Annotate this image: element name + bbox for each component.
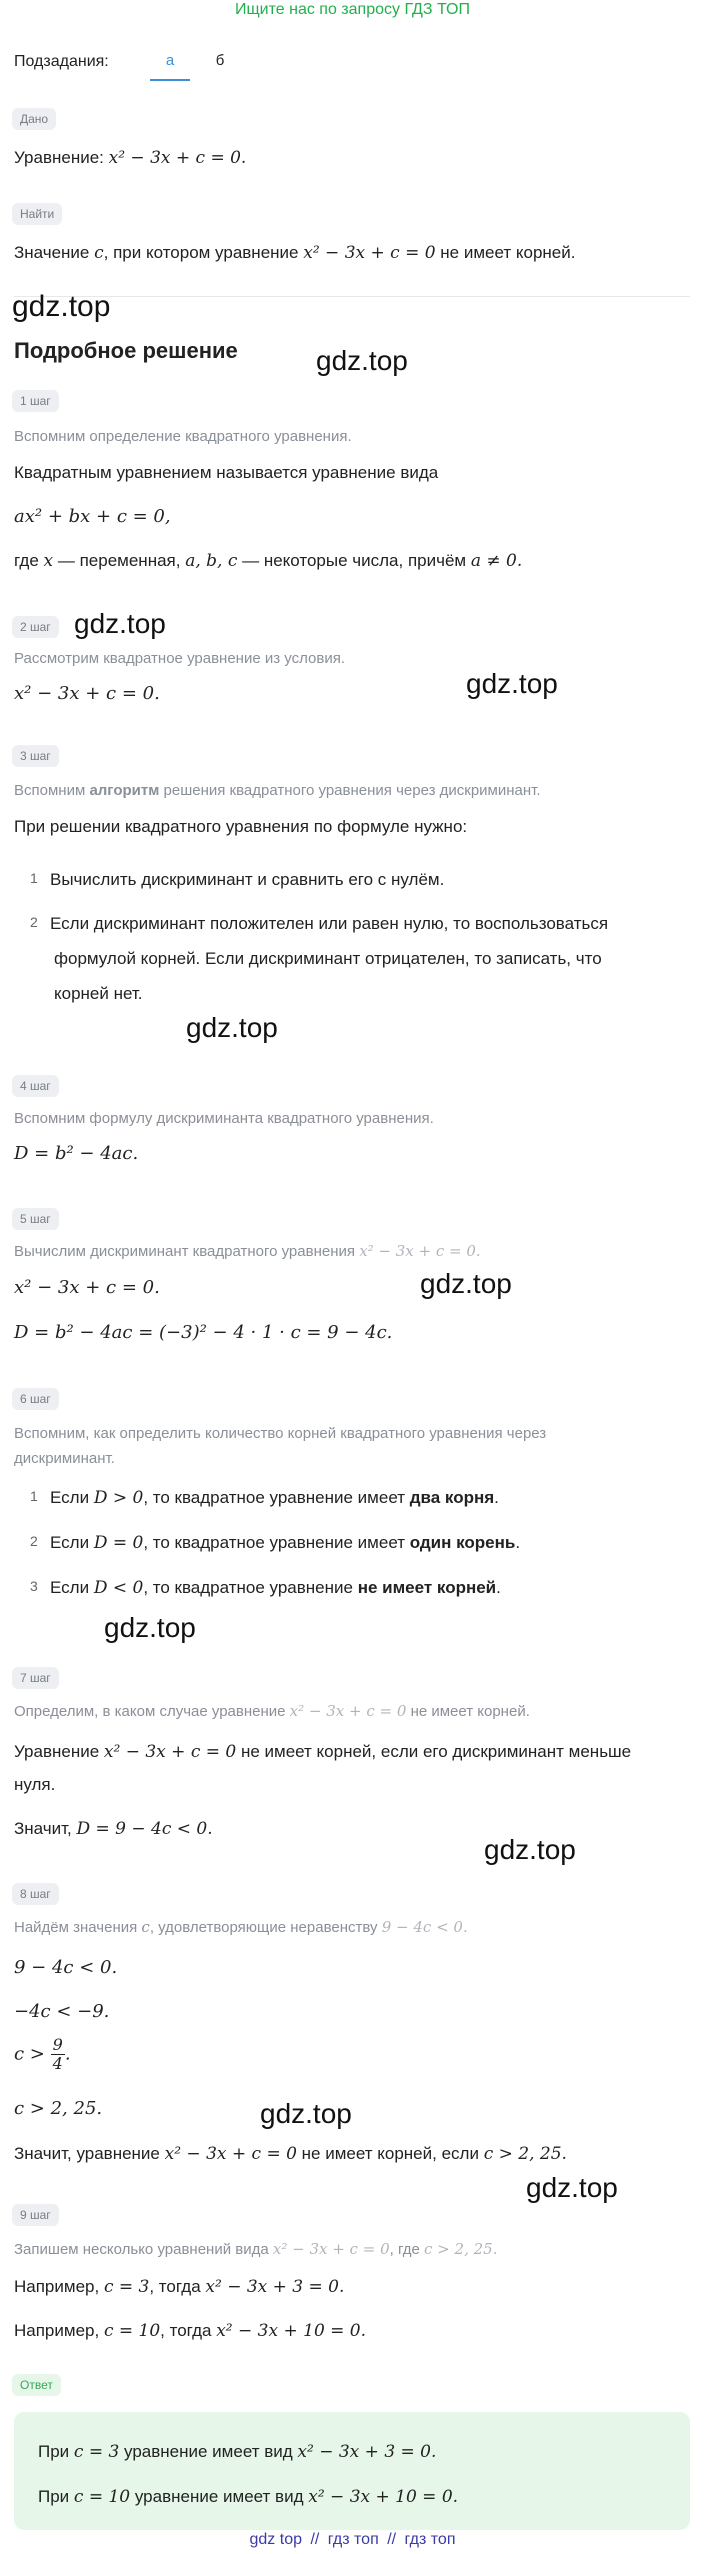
- step1-text: Квадратным уравнением называется уравнение вида: [14, 463, 439, 482]
- solution-heading: Подробное решение: [14, 338, 238, 363]
- list-cond: D = 0: [93, 1533, 144, 1553]
- step6-hint2: дискриминант.: [14, 1450, 115, 1467]
- step7-chip: 7 шаг: [12, 1667, 59, 1689]
- step1-where-start: где: [14, 551, 39, 570]
- list-end: .: [494, 1488, 499, 1507]
- step1-x: x: [43, 551, 54, 571]
- subtasks-bar: [14, 46, 704, 86]
- list-text-cont: формулой корней. Если дискриминант отрицателен, то записать, что: [54, 949, 602, 968]
- step1-where: [14, 551, 522, 571]
- given-text: Уравнение:: [14, 148, 104, 167]
- example-c: c = 3: [103, 2277, 150, 2297]
- step3-hint-bold: алгоритм: [89, 782, 160, 799]
- step3-chip: 3 шаг: [12, 745, 59, 767]
- step7-text1-line2: нуля.: [14, 1775, 56, 1794]
- step8-f4: c > 2, 25.: [14, 2098, 103, 2119]
- find-before: Значение: [14, 243, 90, 262]
- watermark: gdz.top: [74, 608, 166, 639]
- list-pre: Если: [50, 1533, 90, 1552]
- find-equation: x² − 3x + c = 0: [303, 243, 436, 263]
- step7-text2-start: Значит,: [14, 1819, 72, 1838]
- example-eq: x² − 3x + 10 = 0.: [216, 2321, 367, 2341]
- step5-hint-text: Вычислим дискриминант квадратного уравнения: [14, 1243, 356, 1260]
- list-end: .: [515, 1533, 521, 1552]
- step7-hint-text: Определим, в каком случае уравнение: [14, 1703, 286, 1720]
- list-text: Если дискриминант положителен или равен нулю, то воспользоваться: [50, 914, 609, 933]
- watermark: gdz.top: [260, 2098, 352, 2129]
- step7-text1: [14, 1742, 631, 1762]
- step8-f1: 9 − 4c < 0.: [14, 1957, 118, 1978]
- watermark: gdz.top: [526, 2172, 618, 2203]
- step7-text1-eq: x² − 3x + c = 0: [103, 1742, 237, 1762]
- list-number: 3: [30, 1578, 38, 1594]
- answer-mid: уравнение имеет вид: [134, 2487, 304, 2506]
- list-text: [50, 1488, 499, 1508]
- step8-conclusion: [14, 2144, 567, 2164]
- answer-eq: x² − 3x + 3 = 0.: [297, 2442, 437, 2462]
- step8-f3: [14, 2036, 71, 2073]
- step4-hint: Вспомним формулу дискриминанта квадратного уравнения.: [14, 1110, 434, 1127]
- step7-text2: [14, 1819, 213, 1839]
- step8-hint-text: Найдём значения: [14, 1919, 138, 1936]
- step8-hint-var: c: [141, 1918, 150, 1936]
- step9-hint-cond: c > 2, 25.: [424, 2240, 498, 2258]
- step9-hint-mid: , где: [389, 2241, 420, 2258]
- list-bold: один корень: [409, 1533, 516, 1552]
- watermark: gdz.top: [420, 1268, 512, 1299]
- step4-formula: D = b² − 4ac.: [14, 1143, 139, 1164]
- step8-f3-end: .: [64, 2043, 71, 2065]
- step3-text: При решении квадратного уравнения по формуле нужно:: [14, 817, 468, 836]
- step2-formula: x² − 3x + c = 0.: [14, 683, 160, 704]
- list-cond: D > 0: [93, 1488, 144, 1508]
- watermark: gdz.top: [484, 1834, 576, 1865]
- step8-hint-eq: 9 − 4c < 0.: [381, 1918, 468, 1936]
- example-start: Например,: [14, 2321, 100, 2340]
- list-mid: , то квадратное уравнение имеет: [143, 1533, 405, 1552]
- step7-text2-eq: D = 9 − 4c < 0.: [76, 1819, 213, 1839]
- answer-line-1: [38, 2442, 436, 2462]
- footer-link[interactable]: gdz top: [249, 2531, 302, 2548]
- watermark: gdz.top: [12, 290, 111, 323]
- list-number: 2: [30, 1533, 38, 1549]
- find-chip: Найти: [12, 203, 62, 225]
- example-mid: , тогда: [160, 2321, 212, 2340]
- answer-c: c = 10: [73, 2487, 131, 2507]
- list-text: [50, 1578, 501, 1598]
- step1-where-mid2: — некоторые числа, причём: [242, 551, 467, 570]
- step8-concl-mid: не имеет корней, если: [301, 2144, 479, 2163]
- step2-hint: Рассмотрим квадратное уравнение из условия.: [14, 650, 346, 667]
- find-after: не имеет корней.: [440, 243, 576, 262]
- step9-chip: 9 шаг: [12, 2204, 59, 2226]
- find-line: [14, 243, 575, 263]
- fraction-num: 9: [52, 2035, 63, 2054]
- footer-links: [0, 2531, 705, 2549]
- example-mid: , тогда: [149, 2277, 201, 2296]
- step5-hint-eq: x² − 3x + c = 0.: [359, 1242, 481, 1260]
- step3-hint-end: решения квадратного уравнения через дискриминант.: [163, 782, 541, 799]
- given-equation: x² − 3x + c = 0.: [108, 148, 247, 168]
- example-eq: x² − 3x + 3 = 0.: [205, 2277, 345, 2297]
- step5-formula2: D = b² − 4ac = (−3)² − 4 · 1 · c = 9 − 4c.: [14, 1322, 393, 1343]
- answer-start: При: [38, 2442, 70, 2461]
- step8-concl-cond: c > 2, 25.: [483, 2144, 567, 2164]
- step9-hint-eq: x² − 3x + c = 0: [272, 2240, 390, 2258]
- list-bold: не имеет корней: [357, 1578, 497, 1597]
- step8-f2: −4c < −9.: [14, 2001, 110, 2022]
- answer-eq: x² − 3x + 10 = 0.: [308, 2487, 459, 2507]
- step1-abc: a, b, c: [185, 551, 238, 571]
- list-mid: , то квадратное уравнение: [143, 1578, 353, 1597]
- step1-hint: Вспомним определение квадратного уравнения.: [14, 428, 352, 445]
- footer-link[interactable]: гдз топ: [404, 2531, 456, 2548]
- list-number: 2: [30, 914, 38, 930]
- given-chip: Дано: [12, 108, 56, 130]
- step4-chip: 4 шаг: [12, 1075, 59, 1097]
- fraction: [51, 2036, 65, 2073]
- answer-box: [14, 2412, 690, 2530]
- example-start: Например,: [14, 2277, 100, 2296]
- step8-hint-mid: , удовлетворяющие неравенству: [149, 1919, 378, 1936]
- answer-mid: уравнение имеет вид: [124, 2442, 293, 2461]
- step9-example1: [14, 2277, 344, 2297]
- watermark: gdz.top: [104, 1612, 196, 1643]
- step1-formula: ax² + bx + c = 0,: [14, 506, 171, 527]
- step7-hint: [14, 1702, 530, 1720]
- answer-line-2: [38, 2487, 458, 2507]
- step6-hint1: Вспомним, как определить количество корней квадратного уравнения через: [14, 1425, 547, 1442]
- step5-hint: [14, 1242, 481, 1260]
- step8-chip: 8 шаг: [12, 1883, 59, 1905]
- list-text-cont: корней нет.: [54, 984, 143, 1003]
- footer-sep: //: [387, 2531, 397, 2548]
- watermark: gdz.top: [466, 668, 558, 699]
- footer-link[interactable]: гдз топ: [327, 2531, 379, 2548]
- search-banner: Ищите нас по запросу ГДЗ ТОП: [235, 1, 470, 18]
- list-bold: два корня: [409, 1488, 495, 1507]
- step8-concl-eq: x² − 3x + c = 0: [164, 2144, 297, 2164]
- step7-text1-start: Уравнение: [14, 1742, 100, 1761]
- list-pre: Если: [50, 1488, 90, 1507]
- given-line: [14, 148, 246, 168]
- find-middle: , при котором уравнение: [103, 243, 299, 262]
- step1-cond: a ≠ 0.: [470, 551, 523, 571]
- list-text: [50, 1533, 520, 1553]
- list-number: 1: [30, 1488, 38, 1504]
- find-var: c: [94, 243, 104, 263]
- tab-b[interactable]: б: [215, 52, 225, 69]
- step8-f3-pre: c >: [14, 2043, 45, 2065]
- step7-text1-end: не имеет корней, если его дискриминант меньше: [240, 1742, 632, 1761]
- step3-hint: [14, 782, 541, 799]
- list-number: 1: [30, 870, 38, 886]
- answer-chip: Ответ: [12, 2374, 61, 2396]
- step9-example2: [14, 2321, 366, 2341]
- tab-a[interactable]: а: [150, 52, 190, 81]
- list-cond: D < 0: [93, 1578, 144, 1598]
- subtasks-label: Подзадания:: [14, 53, 109, 70]
- step8-hint: [14, 1918, 468, 1936]
- divider: [14, 296, 690, 297]
- step7-hint-end: не имеет корней.: [410, 1703, 530, 1720]
- fraction-den: 4: [52, 2054, 63, 2073]
- step1-chip: 1 шаг: [12, 390, 59, 412]
- list-text: Вычислить дискриминант и сравнить его с нулём.: [50, 870, 445, 889]
- step3-hint-start: Вспомним: [14, 782, 86, 799]
- answer-c: c = 3: [73, 2442, 120, 2462]
- step9-hint: [14, 2240, 497, 2258]
- list-mid: , то квадратное уравнение имеет: [143, 1488, 405, 1507]
- step8-concl-start: Значит, уравнение: [14, 2144, 160, 2163]
- example-c: c = 10: [103, 2321, 161, 2341]
- watermark: gdz.top: [186, 1012, 278, 1043]
- answer-start: При: [38, 2487, 70, 2506]
- step1-where-mid: — переменная,: [57, 551, 181, 570]
- step9-hint-text: Запишем несколько уравнений вида: [14, 2241, 269, 2258]
- step7-hint-eq: x² − 3x + c = 0: [289, 1702, 407, 1720]
- watermark: gdz.top: [316, 345, 408, 376]
- list-end: .: [496, 1578, 501, 1597]
- step6-chip: 6 шаг: [12, 1388, 59, 1410]
- step5-formula1: x² − 3x + c = 0.: [14, 1277, 160, 1298]
- footer-sep: //: [310, 2531, 320, 2548]
- list-pre: Если: [50, 1578, 90, 1597]
- step2-chip: 2 шаг: [12, 616, 59, 638]
- step5-chip: 5 шаг: [12, 1208, 59, 1230]
